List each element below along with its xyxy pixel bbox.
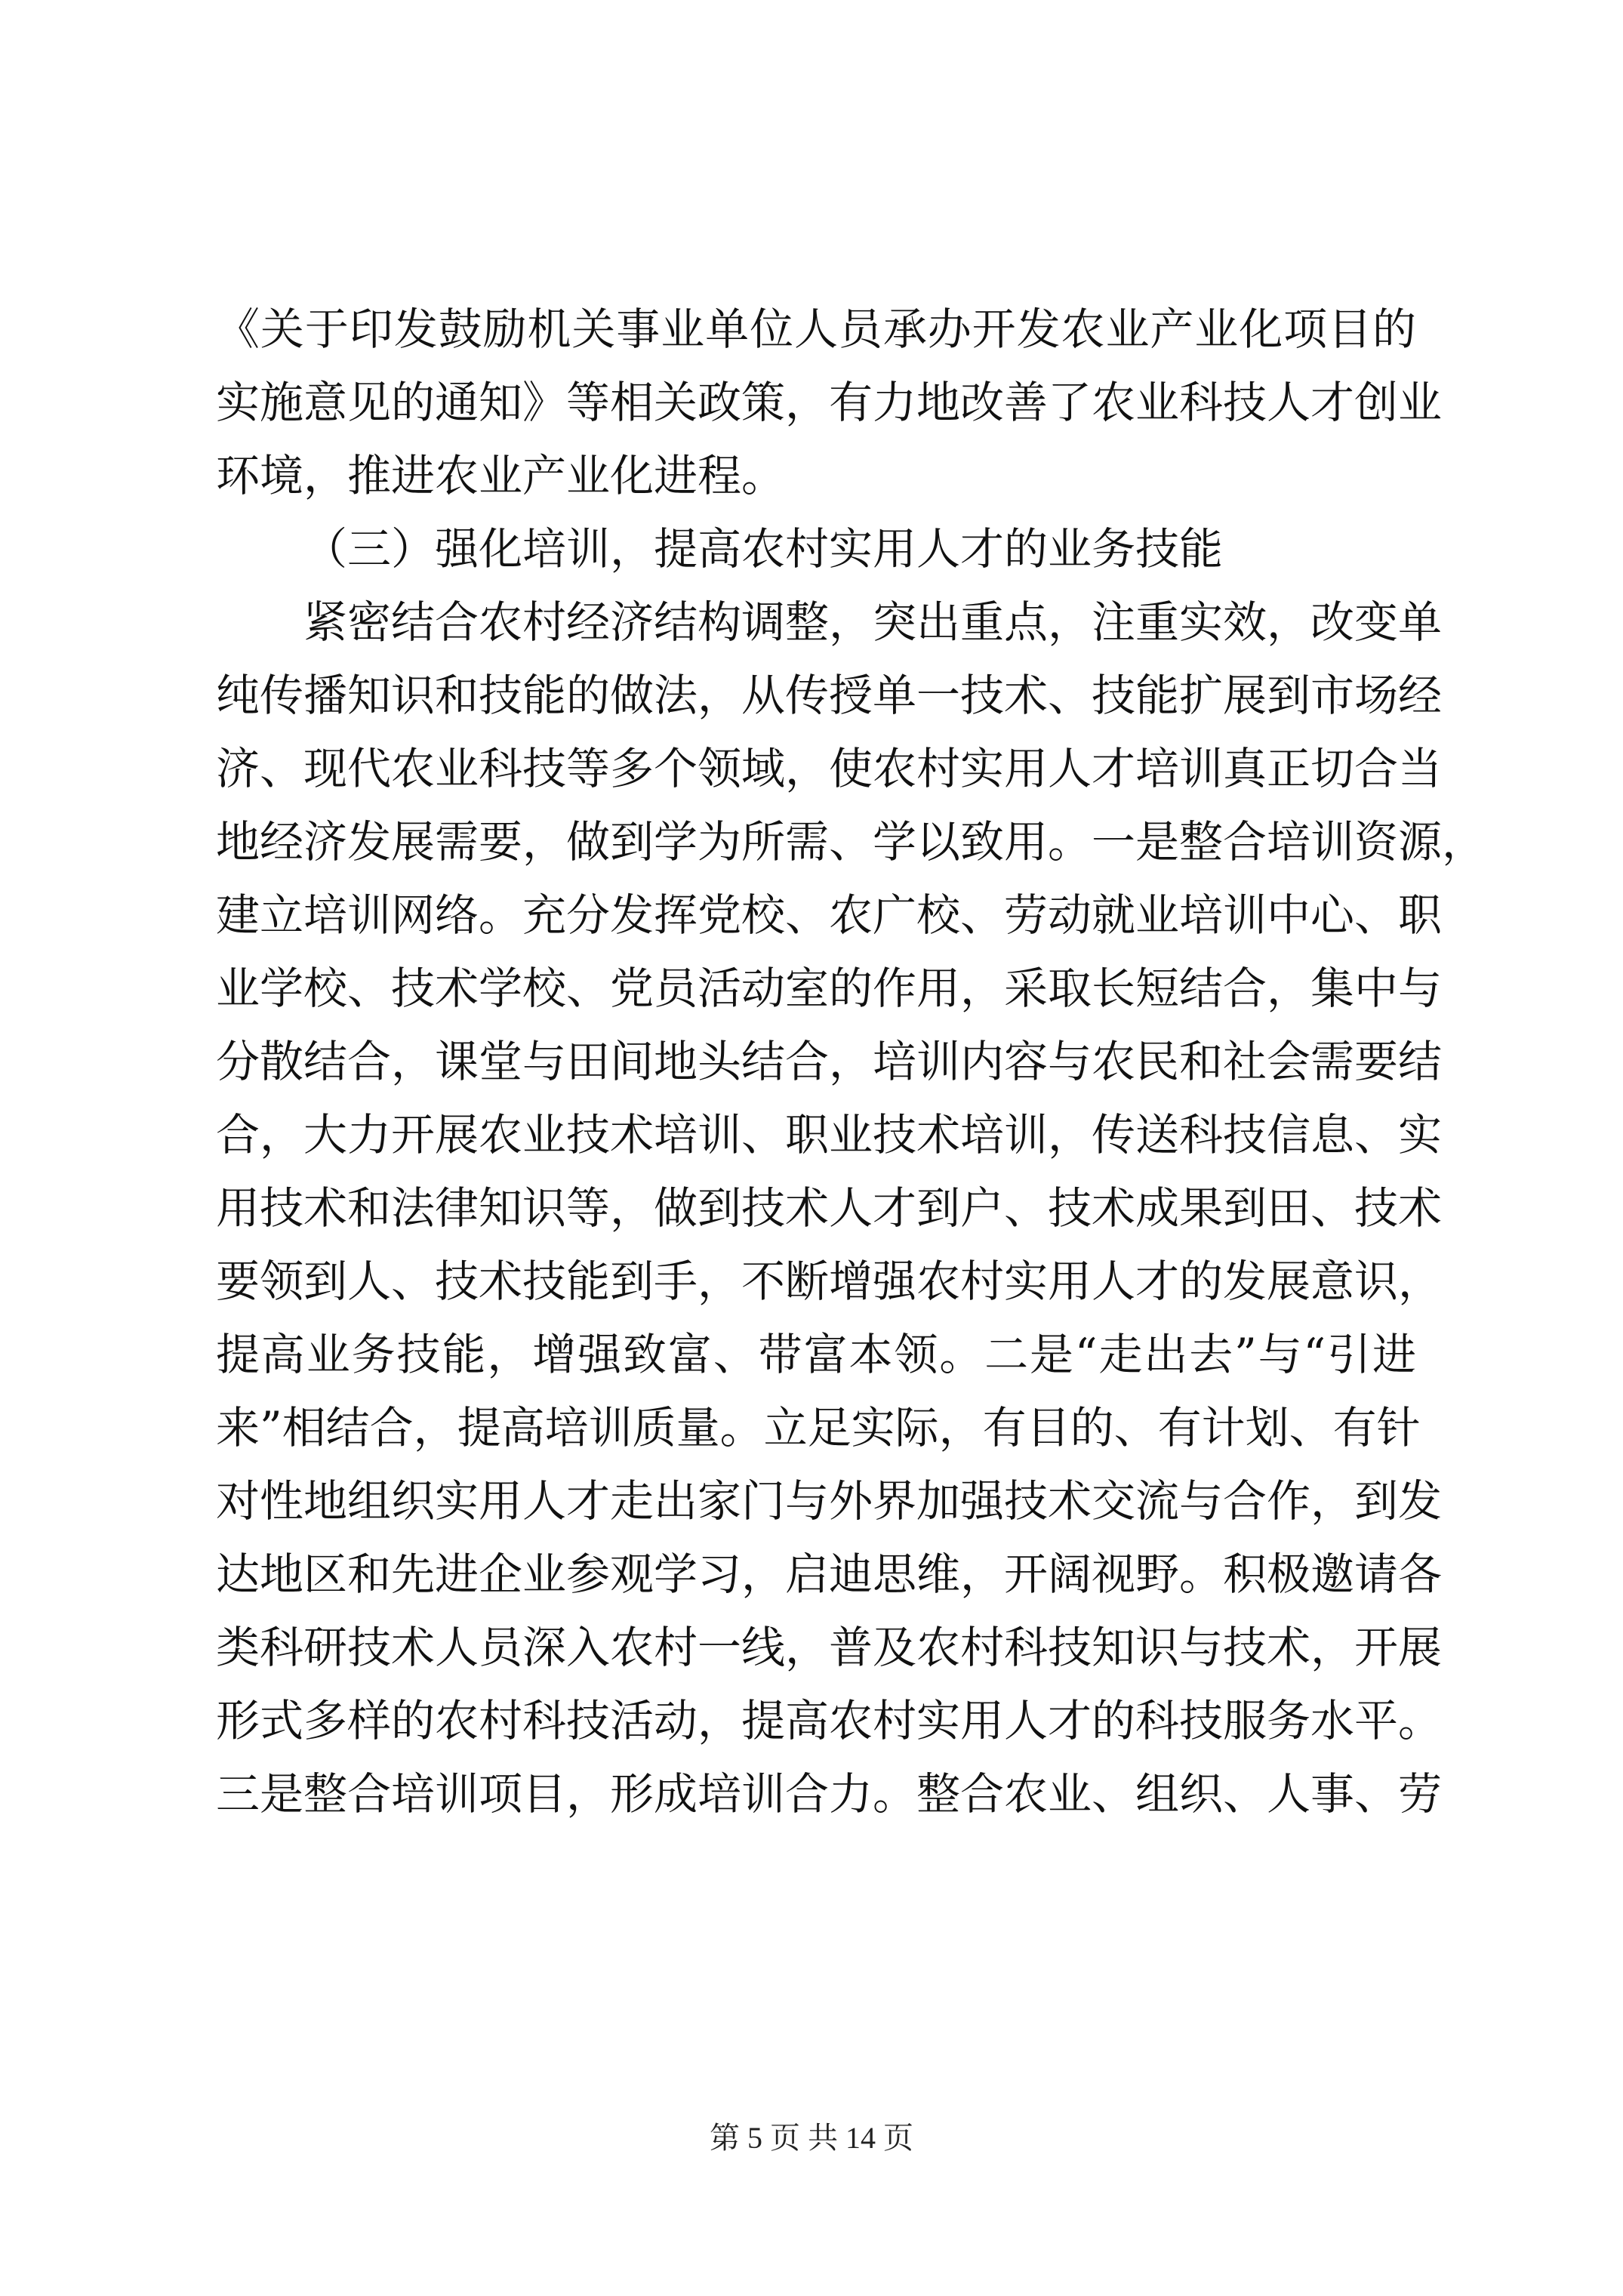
text-line: 提高业务技能，增强致富、带富本领。二是“走出去”与“引进 [216,1329,1416,1380]
section-heading: （三）强化培训，提高农村实用人才的业务技能 [303,523,1224,575]
text-line: 环境，推进农业产业化进程。 [216,450,786,501]
text-line: 济、现代农业科技等多个领域，使农村实用人才培训真正切合当 [216,743,1443,794]
text-line: 形式多样的农村科技活动，提高农村实用人才的科技服务水平。 [216,1695,1443,1746]
text-line: 达地区和先进企业参观学习，启迪思维，开阔视野。积极邀请各 [216,1549,1443,1600]
text-line: 建立培训网络。充分发挥党校、农广校、劳动就业培训中心、职 [216,889,1443,941]
text-line: 纯传播知识和技能的做法，从传授单一技术、技能扩展到市场经 [216,670,1443,721]
text-line: 对性地组织实用人才走出家门与外界加强技术交流与合作，到发 [216,1475,1443,1527]
text-line: 来”相结合，提高培训质量。立足实际，有目的、有计划、有针 [216,1402,1421,1453]
text-line: 业学校、技术学校、党员活动室的作用，采取长短结合，集中与 [216,963,1443,1014]
text-line: 《关于印发鼓励机关事业单位人员承办开发农业产业化项目的 [216,304,1416,355]
text-line: 紧密结合农村经济结构调整，突出重点，注重实效，改变单 [303,596,1443,648]
text-line: 类科研技术人员深入农村一线，普及农村科技知识与技术，开展 [216,1622,1443,1673]
text-line: 三是整合培训项目，形成培训合力。整合农业、组织、人事、劳 [216,1768,1443,1820]
text-line: 用技术和法律知识等，做到技术人才到户、技术成果到田、技术 [216,1182,1443,1234]
text-line: 合，大力开展农业技术培训、职业技术培训，传送科技信息、实 [216,1109,1443,1160]
text-line: 地经济发展需要，做到学为所需、学以致用。一是整合培训资源， [216,816,1486,868]
text-line: 要领到人、技术技能到手，不断增强农村实用人才的发展意识， [216,1256,1443,1307]
page-number-label: 第 5 页 共 14 页 [710,2121,913,2155]
body-text [216,293,1486,1831]
page-footer [0,2114,1623,2157]
text-line: 分散结合，课堂与田间地头结合，培训内容与农民和社会需要结 [216,1036,1443,1087]
text-line: 实施意见的通知》等相关政策，有力地改善了农业科技人才创业 [216,377,1443,428]
